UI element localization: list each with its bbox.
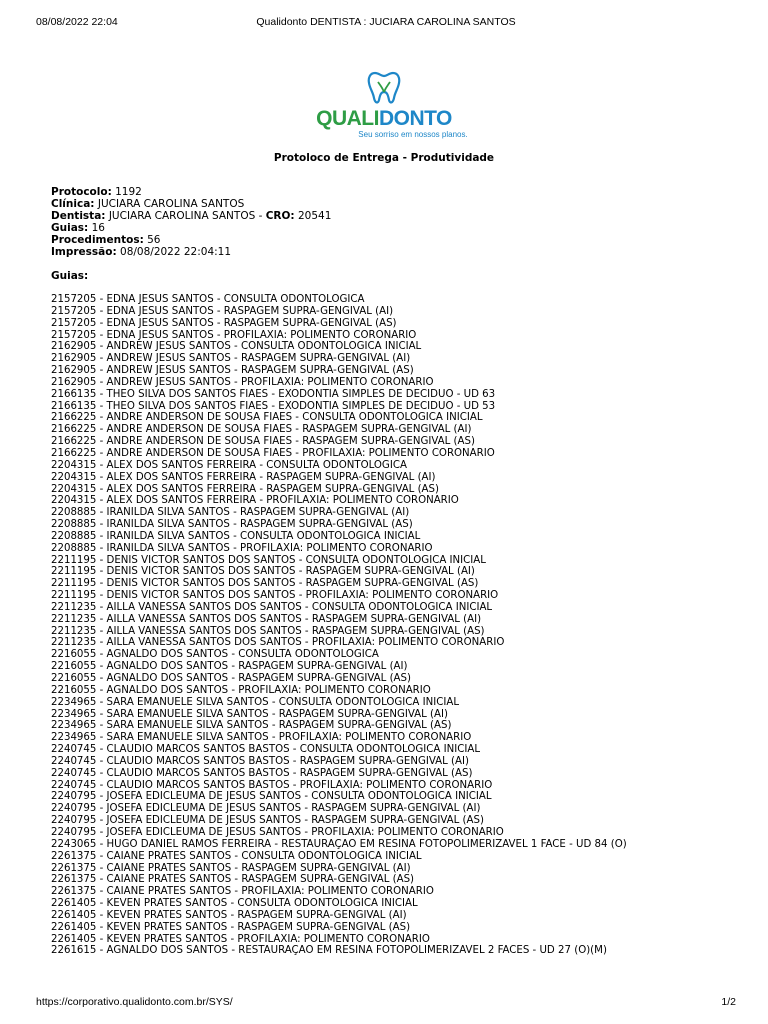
- dentista-line: Dentista: JUCIARA CAROLINA SANTOS - CRO: 20541: [51, 210, 332, 222]
- guia-row: 2157205 - EDNA JESUS SANTOS - CONSULTA ODONTOLÓGICA: [51, 294, 365, 305]
- guia-row: 2261375 - CAIANE PRATES SANTOS - CONSULTA ODONTOLÓGICA INICIAL: [51, 850, 422, 862]
- guia-row: 2261615 - AGNALDO DOS SANTOS - RESTAURAÇÃO EM RESINA FOTOPOLIMERIZÁVEL 2 FACES - UD 27 (O)(M): [51, 945, 607, 957]
- guia-row: 2166225 - ANDRE ANDERSON DE SOUSA FIAES - RASPAGEM SUPRA-GENGIVAL (AI): [51, 424, 472, 436]
- guia-row: 2166135 - THEO SILVA DOS SANTOS FIAES - EXODONTIA SIMPLES DE DECÍDUO - UD 53: [51, 400, 496, 412]
- guia-row: 2157205 - EDNA JESUS SANTOS - RASPAGEM SUPRA-GENGIVAL (AI): [51, 305, 394, 317]
- guia-row: 2211235 - AILLA VANESSA SANTOS DOS SANTOS - RASPAGEM SUPRA-GENGIVAL (AS): [51, 625, 485, 637]
- qualidonto-logo: [0, 70, 768, 139]
- guia-row: 2240795 - JOSEFA EDICLEUMA DE JESUS SANTOS - RASPAGEM SUPRA-GENGIVAL (AS): [51, 815, 484, 827]
- guia-row: 2261375 - CAIANE PRATES SANTOS - RASPAGEM SUPRA-GENGIVAL (AS): [51, 874, 415, 886]
- guia-row: 2216055 - AGNALDO DOS SANTOS - PROFILAXIA: POLIMENTO CORONÁRIO: [51, 684, 431, 696]
- guia-row: 2261405 - KEVEN PRATES SANTOS - RASPAGEM SUPRA-GENGIVAL (AI): [51, 909, 407, 921]
- guia-row: 2234965 - SARA EMANUELE SILVA SANTOS - RASPAGEM SUPRA-GENGIVAL (AS): [51, 720, 452, 732]
- guia-row: 2211235 - AILLA VANESSA SANTOS DOS SANTOS - PROFILAXIA: POLIMENTO CORONÁRIO: [51, 637, 505, 649]
- print-header: [36, 16, 736, 28]
- print-page-title: Qualidonto DENTISTA : JUCIARA CAROLINA SANTOS: [256, 16, 516, 28]
- guia-row: 2261375 - CAIANE PRATES SANTOS - RASPAGEM SUPRA-GENGIVAL (AI): [51, 862, 411, 874]
- guia-row: 2162905 - ANDREW JESUS SANTOS - RASPAGEM SUPRA-GENGIVAL (AI): [51, 353, 411, 365]
- guia-row: 2208885 - IRANILDA SILVA SANTOS - RASPAGEM SUPRA-GENGIVAL (AS): [51, 519, 413, 531]
- guias-count-line: Guias: 16: [51, 222, 105, 234]
- guias-list: [51, 294, 748, 957]
- guia-row: 2208885 - IRANILDA SILVA SANTOS - PROFILAXIA: POLIMENTO CORONÁRIO: [51, 542, 433, 554]
- guia-row: 2157205 - EDNA JESUS SANTOS - RASPAGEM SUPRA-GENGIVAL (AS): [51, 317, 397, 329]
- tooth-icon: [367, 70, 401, 106]
- guia-row: 2208885 - IRANILDA SILVA SANTOS - CONSULTA ODONTOLÓGICA INICIAL: [51, 530, 421, 542]
- print-datetime: 08/08/2022 22:04: [36, 16, 118, 28]
- guia-row: 2243065 - HUGO DANIEL RAMOS FERREIRA - RESTAURAÇÃO EM RESINA FOTOPOLIMERIZÁVEL 1 FACE - UD 84 (O): [51, 838, 627, 850]
- document-title: Protoloco de Entrega - Produtividade: [273, 152, 495, 164]
- guia-row: 2240745 - CLAUDIO MARCOS SANTOS BASTOS - RASPAGEM SUPRA-GENGIVAL (AI): [51, 755, 469, 767]
- guia-row: 2211195 - DENIS VICTOR SANTOS DOS SANTOS - RASPAGEM SUPRA-GENGIVAL (AI): [51, 566, 475, 578]
- guia-row: 2166135 - THEO SILVA DOS SANTOS FIAES - EXODONTIA SIMPLES DE DECÍDUO - UD 63: [51, 388, 496, 400]
- guia-row: 2204315 - ALEX DOS SANTOS FERREIRA - CONSULTA ODONTOLÓGICA: [51, 459, 407, 471]
- guias-section-heading: Guias:: [51, 270, 89, 282]
- guia-row: 2261405 - KEVEN PRATES SANTOS - CONSULTA ODONTOLÓGICA INICIAL: [51, 898, 418, 910]
- protocolo-line: Protocolo: 1192: [51, 186, 142, 198]
- guia-row: 2166225 - ANDRE ANDERSON DE SOUSA FIAES - PROFILAXIA: POLIMENTO CORONÁRIO: [51, 447, 495, 459]
- page-url: https://corporativo.qualidonto.com.br/SYS/: [36, 996, 233, 1008]
- print-footer: [36, 996, 736, 1008]
- guia-row: 2204315 - ALEX DOS SANTOS FERREIRA - RASPAGEM SUPRA-GENGIVAL (AS): [51, 483, 439, 495]
- clinica-line: Clínica: JUCIARA CAROLINA SANTOS: [51, 198, 245, 210]
- guia-row: 2234965 - SARA EMANUELE SILVA SANTOS - RASPAGEM SUPRA-GENGIVAL (AI): [51, 708, 448, 720]
- guia-row: 2211195 - DENIS VICTOR SANTOS DOS SANTOS - CONSULTA ODONTOLÓGICA INICIAL: [51, 554, 486, 566]
- guia-row: 2261405 - KEVEN PRATES SANTOS - PROFILAXIA: POLIMENTO CORONÁRIO: [51, 933, 430, 945]
- guia-row: 2216055 - AGNALDO DOS SANTOS - CONSULTA ODONTOLÓGICA: [51, 649, 379, 661]
- protocol-details: [51, 186, 331, 258]
- brand-wordmark: QUALIDONTO: [316, 107, 452, 130]
- impressao-line: Impressão: 08/08/2022 22:04:11: [51, 246, 232, 258]
- guia-row: 2234965 - SARA EMANUELE SILVA SANTOS - PROFILAXIA: POLIMENTO CORONÁRIO: [51, 732, 472, 744]
- guia-row: 2240745 - CLAUDIO MARCOS SANTOS BASTOS - CONSULTA ODONTOLÓGICA INICIAL: [51, 744, 480, 756]
- guia-row: 2162905 - ANDREW JESUS SANTOS - PROFILAXIA: POLIMENTO CORONÁRIO: [51, 376, 434, 388]
- page-number: 1/2: [721, 996, 736, 1008]
- guia-row: 2240745 - CLAUDIO MARCOS SANTOS BASTOS - PROFILAXIA: POLIMENTO CORONÁRIO: [51, 779, 493, 791]
- guia-row: 2204315 - ALEX DOS SANTOS FERREIRA - PROFILAXIA: POLIMENTO CORONÁRIO: [51, 495, 459, 507]
- guia-row: 2166225 - ANDRE ANDERSON DE SOUSA FIAES - CONSULTA ODONTOLÓGICA INICIAL: [51, 412, 483, 424]
- procedimentos-line: Procedimentos: 56: [51, 234, 161, 246]
- guia-row: 2208885 - IRANILDA SILVA SANTOS - RASPAGEM SUPRA-GENGIVAL (AI): [51, 507, 410, 519]
- guia-row: 2261405 - KEVEN PRATES SANTOS - RASPAGEM SUPRA-GENGIVAL (AS): [51, 921, 411, 933]
- guia-row: 2216055 - AGNALDO DOS SANTOS - RASPAGEM SUPRA-GENGIVAL (AI): [51, 661, 408, 673]
- guia-row: 2216055 - AGNALDO DOS SANTOS - RASPAGEM SUPRA-GENGIVAL (AS): [51, 673, 411, 684]
- guia-row: 2240745 - CLAUDIO MARCOS SANTOS BASTOS - RASPAGEM SUPRA-GENGIVAL (AS): [51, 767, 473, 779]
- guia-row: 2240795 - JOSEFA EDICLEUMA DE JESUS SANTOS - RASPAGEM SUPRA-GENGIVAL (AI): [51, 803, 481, 815]
- guia-row: 2166225 - ANDRE ANDERSON DE SOUSA FIAES - RASPAGEM SUPRA-GENGIVAL (AS): [51, 436, 475, 448]
- guia-row: 2157205 - EDNA JESUS SANTOS - PROFILAXIA: POLIMENTO CORONÁRIO: [51, 329, 417, 341]
- guia-row: 2234965 - SARA EMANUELE SILVA SANTOS - CONSULTA ODONTOLÓGICA INICIAL: [51, 696, 460, 708]
- brand-tagline: Seu sorriso em nossos planos.: [358, 130, 468, 139]
- guia-row: 2162905 - ANDREW JESUS SANTOS - RASPAGEM SUPRA-GENGIVAL (AS): [51, 365, 414, 377]
- guia-row: 2211235 - AILLA VANESSA SANTOS DOS SANTOS - RASPAGEM SUPRA-GENGIVAL (AI): [51, 613, 482, 625]
- guia-row: 2211195 - DENIS VICTOR SANTOS DOS SANTOS - PROFILAXIA: POLIMENTO CORONÁRIO: [51, 590, 499, 602]
- guia-row: 2211235 - AILLA VANESSA SANTOS DOS SANTOS - CONSULTA ODONTOLÓGICA INICIAL: [51, 601, 493, 613]
- guia-row: 2211195 - DENIS VICTOR SANTOS DOS SANTOS - RASPAGEM SUPRA-GENGIVAL (AS): [51, 578, 479, 590]
- guia-row: 2204315 - ALEX DOS SANTOS FERREIRA - RASPAGEM SUPRA-GENGIVAL (AI): [51, 471, 436, 483]
- guia-row: 2162905 - ANDREW JESUS SANTOS - CONSULTA ODONTOLÓGICA INICIAL: [51, 341, 422, 353]
- guia-row: 2240795 - JOSEFA EDICLEUMA DE JESUS SANTOS - CONSULTA ODONTOLÓGICA INICIAL: [51, 791, 492, 803]
- guia-row: 2240795 - JOSEFA EDICLEUMA DE JESUS SANTOS - PROFILAXIA: POLIMENTO CORONÁRIO: [51, 826, 504, 838]
- guia-row: 2261375 - CAIANE PRATES SANTOS - PROFILAXIA: POLIMENTO CORONÁRIO: [51, 886, 434, 898]
